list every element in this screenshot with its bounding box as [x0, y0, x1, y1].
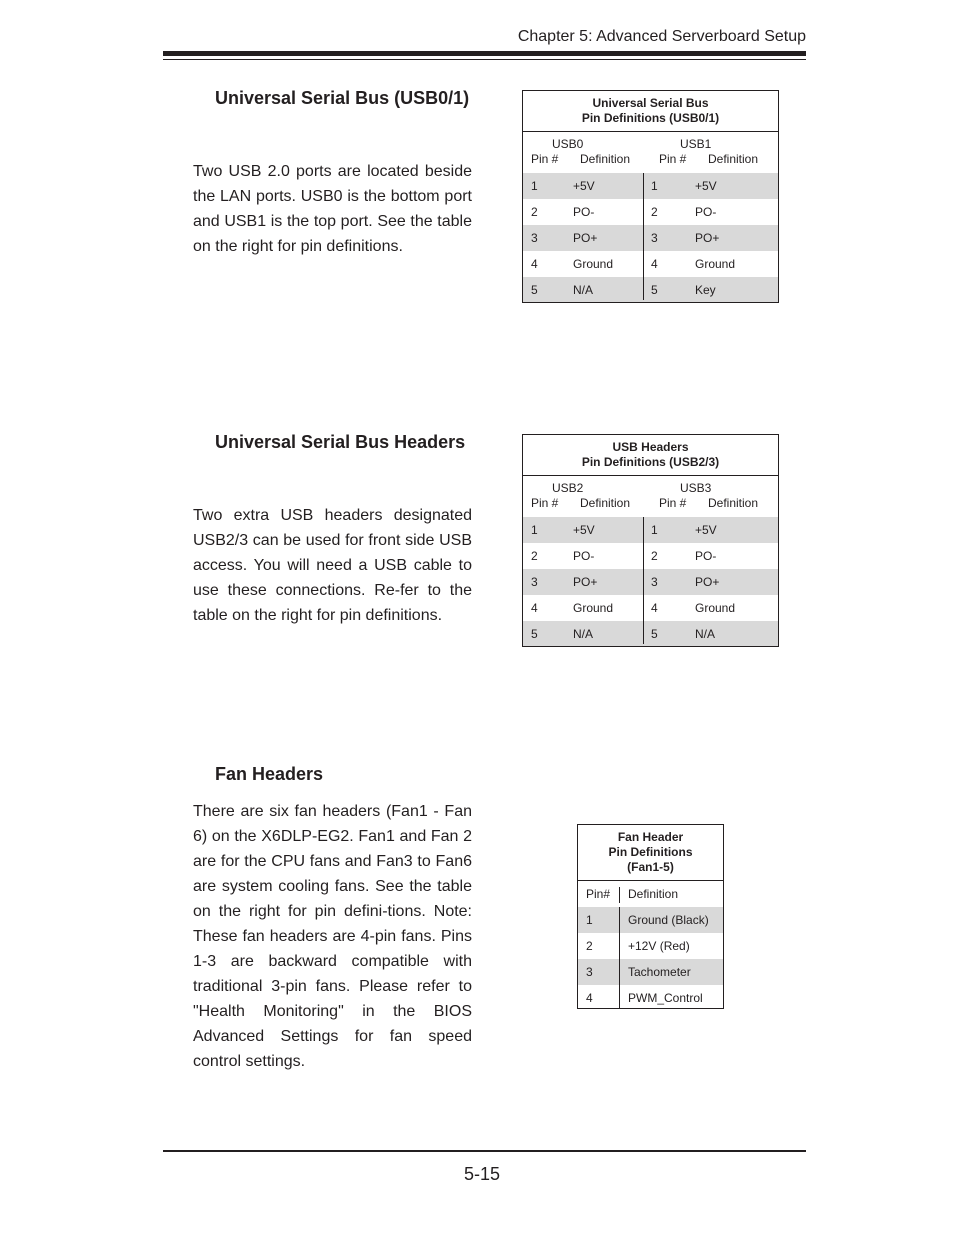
definition-cell: PWM_Control — [628, 991, 703, 1005]
pin-cell: 1 — [531, 179, 538, 193]
pin-cell: 5 — [651, 283, 658, 297]
fan-table-title — [578, 825, 723, 881]
header-rule-thin — [163, 59, 806, 60]
pin-cell: 5 — [651, 627, 658, 641]
table-row — [523, 517, 778, 543]
definition-cell: N/A — [695, 627, 716, 641]
pin-cell: 4 — [651, 601, 658, 615]
pin-cell: 4 — [531, 257, 538, 271]
pin-cell: 5 — [531, 283, 538, 297]
usb23-col-pin-right: Pin # — [659, 496, 687, 510]
table-row — [523, 173, 778, 199]
table-row — [523, 569, 778, 595]
table-row — [523, 277, 778, 302]
pin-cell: 4 — [531, 601, 538, 615]
usb23-col-def-right: Definition — [708, 496, 759, 510]
table-column-divider — [643, 173, 644, 300]
pin-cell: 3 — [531, 231, 538, 245]
definition-cell: Ground (Black) — [628, 913, 709, 927]
table-row — [578, 907, 723, 933]
fan-table-title-line1: Fan Header — [617, 830, 684, 844]
usb01-col-def-left: Definition — [580, 152, 631, 166]
definition-cell: Ground — [573, 257, 614, 271]
definition-cell: PO- — [695, 205, 717, 219]
definition-cell: +5V — [573, 179, 595, 193]
usb01-col-pin-right: Pin # — [659, 152, 687, 166]
usb01-pin-table — [522, 90, 779, 303]
definition-cell: PO+ — [695, 231, 720, 245]
table-row — [523, 225, 778, 251]
pin-cell: 1 — [531, 523, 538, 537]
definition-cell: +5V — [573, 523, 595, 537]
fan-col-def: Definition — [628, 887, 679, 901]
usb23-col-pin-left: Pin # — [531, 496, 559, 510]
pin-cell: 3 — [586, 965, 593, 979]
fan-table-title-line3: (Fan1-5) — [627, 860, 674, 874]
pin-cell: 2 — [586, 939, 593, 953]
page-number: 5-15 — [464, 1164, 501, 1184]
definition-cell: Ground — [573, 601, 614, 615]
definition-cell: +12V (Red) — [628, 939, 690, 953]
definition-cell: +5V — [695, 523, 717, 537]
usb01-table-title-line2: Pin Definitions (USB0/1) — [581, 111, 720, 125]
usb01-left-group: USB0 — [552, 137, 584, 151]
definition-cell: PO+ — [695, 575, 720, 589]
usb01-col-def-right: Definition — [708, 152, 759, 166]
header-rule-thick — [163, 51, 806, 56]
usb23-table-title-line2: Pin Definitions (USB2/3) — [581, 455, 720, 469]
pin-cell: 3 — [531, 575, 538, 589]
usb23-right-group: USB3 — [680, 481, 712, 495]
definition-cell: +5V — [695, 179, 717, 193]
usb01-right-group: USB1 — [680, 137, 712, 151]
definition-cell: Key — [695, 283, 716, 297]
definition-cell: PO- — [695, 549, 717, 563]
usb01-heading: Universal Serial Bus (USB0/1) — [215, 88, 470, 108]
pin-cell: 2 — [651, 549, 658, 563]
table-row — [523, 199, 778, 225]
pin-cell: 3 — [651, 231, 658, 245]
usb23-table-title — [523, 435, 778, 476]
definition-cell: PO+ — [573, 575, 598, 589]
chapter-title: Chapter 5: Advanced Serverboard Setup — [517, 28, 806, 45]
usb01-table-title — [523, 91, 778, 132]
table-row — [578, 933, 723, 959]
pin-cell: 5 — [531, 627, 538, 641]
definition-cell: Ground — [695, 257, 736, 271]
fan-subheader-divider — [619, 887, 620, 903]
table-row — [523, 621, 778, 646]
fan-col-pin: Pin# — [586, 887, 611, 901]
fan-body: There are six fan headers (Fan1 - Fan 6) on the X6DLP-EG2. Fan1 and Fan 2 are for the CPU fans and Fan3 to Fan6 are system cooling fans. See the table on the right for pin defini-tions. Note: These fan headers are 4-pin fans. Pins 1-3 are backward compatible with traditional 3-pin fans. Please refer to "Health Monitoring" in the BIOS Advanced Settings for fan speed control settings. — [193, 803, 472, 1070]
usb01-body: Two USB 2.0 ports are located beside the LAN ports. USB0 is the bottom port and USB1 is the top port. See the table on the right for pin definitions. — [193, 163, 472, 255]
definition-cell: PO- — [573, 549, 595, 563]
fan-table-title-line2: Pin Definitions — [608, 845, 693, 859]
pin-cell: 2 — [651, 205, 658, 219]
definition-cell: Ground — [695, 601, 736, 615]
pin-cell: 1 — [651, 523, 658, 537]
definition-cell: N/A — [573, 283, 594, 297]
definition-cell: N/A — [573, 627, 594, 641]
pin-cell: 2 — [531, 549, 538, 563]
usb23-left-group: USB2 — [552, 481, 584, 495]
fan-table-subheader — [578, 881, 723, 907]
definition-cell: Tachometer — [628, 965, 691, 979]
table-row — [578, 985, 723, 1008]
usb23-table-title-line1: USB Headers — [612, 440, 689, 454]
usb23-table-subheader — [523, 476, 778, 517]
table-row — [523, 251, 778, 277]
pin-cell: 1 — [651, 179, 658, 193]
usb23-col-def-left: Definition — [580, 496, 631, 510]
pin-cell: 4 — [651, 257, 658, 271]
definition-cell: PO+ — [573, 231, 598, 245]
usb01-table-title-line1: Universal Serial Bus — [592, 96, 709, 110]
usb01-col-pin-left: Pin # — [531, 152, 559, 166]
pin-cell: 1 — [586, 913, 593, 927]
table-row — [523, 595, 778, 621]
usb23-heading: Universal Serial Bus Headers — [215, 432, 466, 452]
table-column-divider — [643, 517, 644, 644]
usb23-pin-table — [522, 434, 779, 647]
usb01-table-subheader — [523, 132, 778, 173]
pin-cell: 3 — [651, 575, 658, 589]
table-row — [578, 959, 723, 985]
pin-cell: 4 — [586, 991, 593, 1005]
footer-rule — [163, 1150, 806, 1152]
table-row — [523, 543, 778, 569]
pin-cell: 2 — [531, 205, 538, 219]
usb23-body: Two extra USB headers designated USB2/3 can be used for front side USB access. You will need a USB cable to use these connections. Re-fer to the table on the right for pin definitions. — [193, 507, 472, 624]
fan-pin-table — [577, 824, 724, 1009]
definition-cell: PO- — [573, 205, 595, 219]
fan-heading: Fan Headers — [215, 764, 324, 784]
table-column-divider — [619, 907, 620, 1008]
